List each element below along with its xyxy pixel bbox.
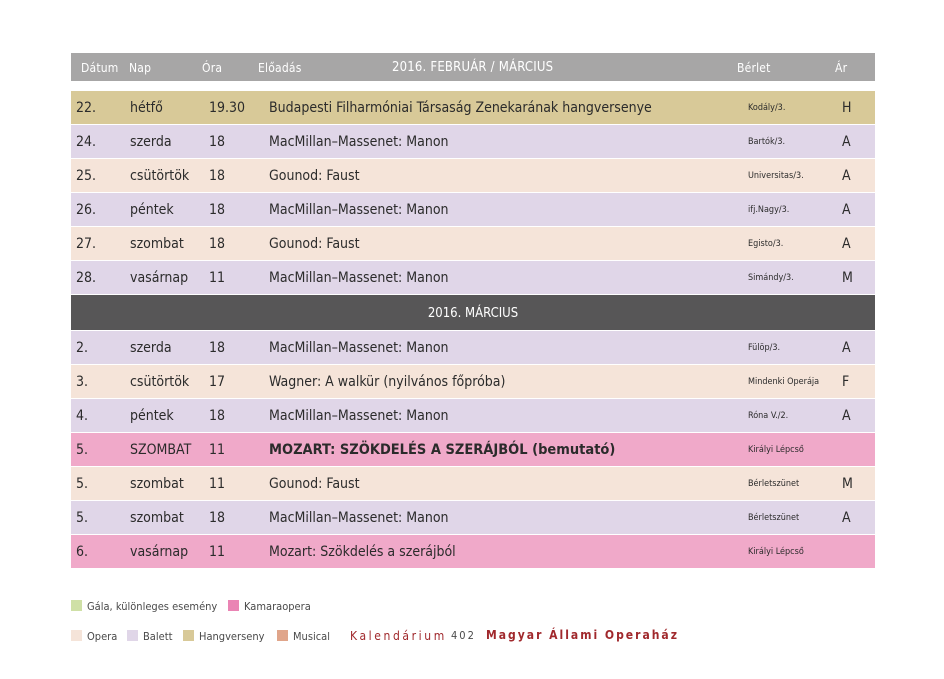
row-subscription: Királyi Lépcső: [748, 547, 804, 557]
row-day: vasárnap: [130, 544, 189, 560]
row-time: 18: [209, 340, 226, 356]
musical-swatch: [277, 630, 288, 641]
table-row: [71, 193, 875, 227]
row-event: MacMillan–Massenet: Manon: [269, 270, 449, 286]
row-subscription: Fülöp/3.: [748, 343, 781, 353]
row-subscription: Bérletszünet: [748, 513, 800, 523]
row-price: A: [842, 340, 851, 356]
legend-musical: [277, 630, 330, 643]
row-subscription: Bartók/3.: [748, 137, 786, 147]
table-row: [71, 501, 875, 535]
row-date: 25.: [76, 168, 97, 184]
legend-label: Hangverseny: [199, 630, 265, 643]
header-datum: Dátum: [81, 61, 119, 75]
row-event: Gounod: Faust: [269, 236, 360, 252]
row-day: szombat: [130, 510, 184, 526]
row-time: 18: [209, 236, 226, 252]
legend-kamara: [228, 600, 311, 613]
legend-label: Kamaraopera: [244, 600, 311, 613]
row-price: M: [842, 476, 853, 492]
row-day: vasárnap: [130, 270, 189, 286]
opera-swatch: [71, 630, 82, 641]
page-number: 402: [451, 629, 476, 642]
hangverseny-swatch: [183, 630, 194, 641]
row-event: MacMillan–Massenet: Manon: [269, 340, 449, 356]
table-row: [71, 91, 875, 125]
table-row: [71, 467, 875, 501]
row-time: 18: [209, 202, 226, 218]
row-date: 26.: [76, 202, 97, 218]
row-price: H: [842, 100, 852, 116]
table-row: [71, 331, 875, 365]
row-event: MacMillan–Massenet: Manon: [269, 510, 449, 526]
legend-opera: [71, 630, 117, 643]
kamara-swatch: [228, 600, 239, 611]
row-subscription: Mindenki Operája: [748, 377, 820, 387]
row-day: hétfő: [130, 100, 163, 116]
legend-label: Opera: [87, 630, 118, 643]
header-eloadas: Előadás: [258, 61, 302, 75]
row-price: A: [842, 202, 851, 218]
row-date: 5.: [76, 442, 89, 458]
header-ora: Óra: [202, 61, 223, 75]
legend-gala: [71, 600, 217, 613]
row-price: F: [842, 374, 850, 390]
footer-house-name: Magyar Állami Operaház: [486, 628, 679, 642]
table-row: [71, 125, 875, 159]
month-banner: 2016. MÁRCIUS: [71, 295, 875, 331]
row-date: 5.: [76, 510, 89, 526]
table-row: [71, 261, 875, 295]
row-date: 27.: [76, 236, 97, 252]
balett-swatch: [127, 630, 138, 641]
row-price: A: [842, 510, 851, 526]
legend-label: Gála, különleges esemény: [87, 600, 218, 613]
row-date: 6.: [76, 544, 89, 560]
row-date: 22.: [76, 100, 97, 116]
row-price: A: [842, 236, 851, 252]
legend-hangverseny: [183, 630, 264, 643]
row-event: Mozart: Szökdelés a szerájból: [269, 544, 456, 560]
row-price: A: [842, 134, 851, 150]
row-time: 11: [209, 442, 226, 458]
header-berlet: Bérlet: [737, 61, 771, 75]
row-price: A: [842, 168, 851, 184]
legend-label: Balett: [143, 630, 173, 643]
row-time: 19.30: [209, 100, 246, 116]
table-header: [71, 53, 875, 81]
row-subscription: ifj.Nagy/3.: [748, 205, 790, 215]
row-event: MacMillan–Massenet: Manon: [269, 134, 449, 150]
row-day: csütörtök: [130, 168, 190, 184]
row-date: 4.: [76, 408, 89, 424]
row-day: szerda: [130, 340, 172, 356]
row-subscription: Királyi Lépcső: [748, 445, 804, 455]
row-subscription: Bérletszünet: [748, 479, 800, 489]
header-ar: Ár: [835, 61, 848, 75]
row-event: MacMillan–Massenet: Manon: [269, 408, 449, 424]
table-row: [71, 227, 875, 261]
row-time: 11: [209, 270, 226, 286]
gala-swatch: [71, 600, 82, 611]
table-row: [71, 535, 875, 569]
row-event: Wagner: A walkür (nyilvános főpróba): [269, 374, 506, 390]
row-event: MOZART: SZÖKDELÉS A SZERÁJBÓL (bemutató): [269, 442, 616, 458]
row-day: csütörtök: [130, 374, 190, 390]
row-day: szerda: [130, 134, 172, 150]
row-price: A: [842, 408, 851, 424]
row-subscription: Kodály/3.: [748, 103, 786, 113]
row-price: M: [842, 270, 853, 286]
row-subscription: Egisto/3.: [748, 239, 784, 249]
table-row: [71, 159, 875, 193]
row-date: 3.: [76, 374, 89, 390]
row-date: 5.: [76, 476, 89, 492]
row-date: 2.: [76, 340, 89, 356]
header-nap: Nap: [129, 61, 152, 75]
legend-label: Musical: [293, 630, 330, 643]
row-time: 18: [209, 168, 226, 184]
row-day: péntek: [130, 202, 174, 218]
row-date: 24.: [76, 134, 97, 150]
row-event: Budapesti Filharmóniai Társaság Zenekarának hangversenye: [269, 100, 652, 116]
row-event: Gounod: Faust: [269, 476, 360, 492]
table-row: [71, 399, 875, 433]
row-time: 11: [209, 544, 226, 560]
row-time: 18: [209, 510, 226, 526]
row-subscription: Universitas/3.: [748, 171, 804, 181]
row-day: szombat: [130, 236, 184, 252]
row-time: 17: [209, 374, 226, 390]
row-time: 18: [209, 134, 226, 150]
row-subscription: Simándy/3.: [748, 273, 794, 283]
schedule-table: [71, 53, 875, 569]
legend-balett: [127, 630, 172, 643]
row-event: MacMillan–Massenet: Manon: [269, 202, 449, 218]
row-day: SZOMBAT: [130, 442, 192, 458]
table-row: [71, 433, 875, 467]
row-subscription: Róna V./2.: [748, 411, 789, 421]
table-row: [71, 365, 875, 399]
header-title: 2016. FEBRUÁR / MÁRCIUS: [392, 60, 554, 75]
row-date: 28.: [76, 270, 97, 286]
row-time: 11: [209, 476, 226, 492]
footer-kalendarium: Kalendárium: [350, 629, 447, 643]
row-day: szombat: [130, 476, 184, 492]
row-day: péntek: [130, 408, 174, 424]
row-event: Gounod: Faust: [269, 168, 360, 184]
row-time: 18: [209, 408, 226, 424]
